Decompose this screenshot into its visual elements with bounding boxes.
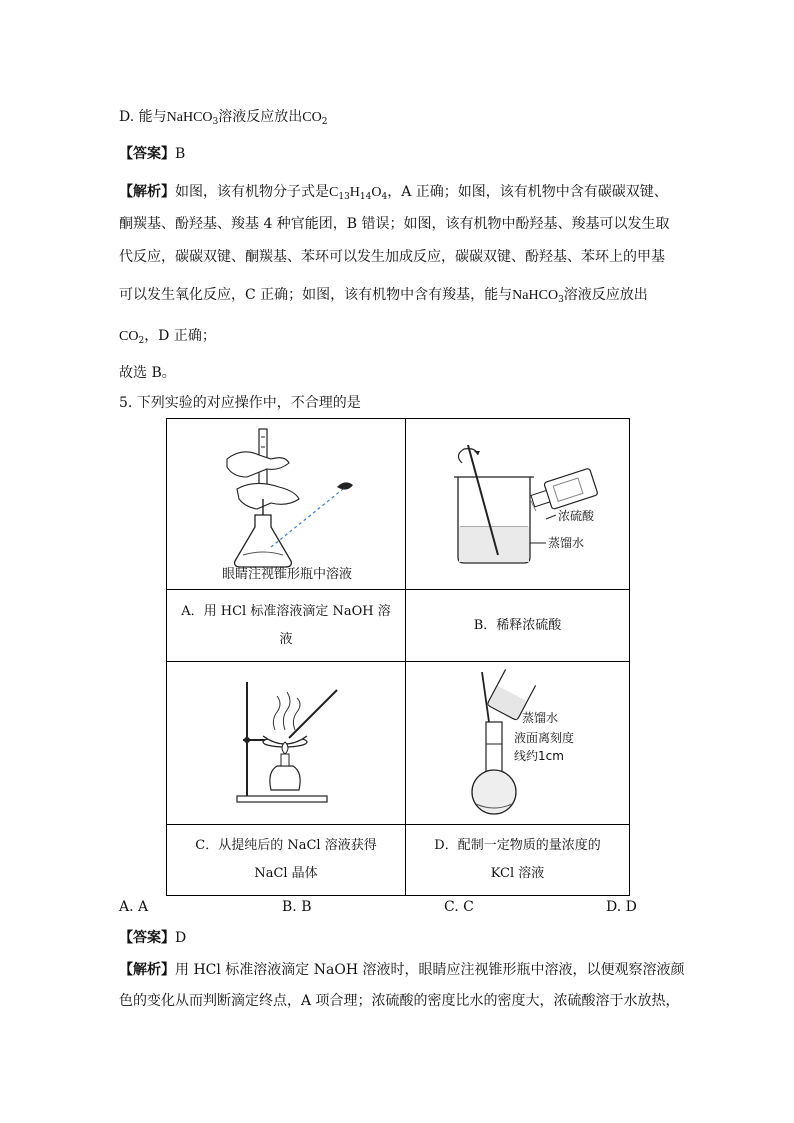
d-label-water: 蒸馏水 (522, 711, 559, 725)
option-a: A. A (119, 899, 149, 915)
q5-analysis-line-1: 【解析】用 HCl 标准溶液滴定 NaOH 溶液时，眼睛应注视锥形瓶中溶液，以便观察溶液颜 (119, 962, 685, 978)
cell-b-caption: B．稀释浓硫酸 (406, 590, 630, 662)
titration-figure (167, 419, 406, 585)
option-b: B. B (282, 899, 312, 915)
a-figure-note: 眼睛注视锥形瓶中溶液 (221, 567, 353, 582)
cell-c-figure (167, 662, 406, 825)
b-label-acid: 浓硫酸 (558, 509, 595, 523)
d-label-note-1: 液面离刻度 (514, 731, 575, 745)
q4-option-d: D. 能与NaHCO$_3$溶液反应放出$CO_2$ (119, 109, 328, 127)
q4-analysis-line-1: 【解析】如图，该有机物分子式是$C_{13}H_{14}O_4$，A 正确；如图，该有机物中含有碳碳双键、 (119, 184, 668, 202)
option-d: D. D (606, 899, 637, 915)
q4-analysis-line-3: 代反应，碳碳双键、酮羰基、苯环可以发生加成反应，碳碳双键、酚羟基、苯环上的甲基 (119, 249, 665, 265)
cell-d-caption: D．配制一定物质的量浓度的 KCl 溶液 (406, 825, 630, 896)
evaporation-figure (167, 662, 406, 820)
q5-analysis-line-2: 色的变化从而判断滴定终点，A 项合理；浓硫酸的密度比水的密度大，浓硫酸溶于水放热， (119, 993, 680, 1009)
experiment-table (166, 418, 630, 896)
q5-stem: 5. 下列实验的对应操作中，不合理的是 (119, 395, 361, 411)
dilution-figure (406, 419, 630, 585)
q4-conclusion: 故选 B。 (119, 365, 176, 381)
cell-a-caption: A．用 HCl 标准溶液滴定 NaOH 溶 液 (167, 590, 406, 662)
q5-answer: 【答案】D (119, 930, 187, 946)
b-label-water: 蒸馏水 (548, 536, 585, 550)
q4-analysis-line-5: $CO_2$，D 正确； (119, 328, 216, 346)
cell-d-figure (406, 662, 630, 825)
q4-answer: 【答案】B (119, 146, 186, 162)
cell-a-figure (167, 419, 406, 590)
cell-b-figure (406, 419, 630, 590)
option-c: C. C (444, 899, 474, 915)
q4-analysis-line-4: 可以发生氧化反应，C 正确；如图，该有机物中含有羧基，能与NaHCO$_3$溶液反应放出 (119, 287, 648, 305)
volumetric-flask-figure (406, 662, 630, 820)
cell-c-caption: C．从提纯后的 NaCl 溶液获得 NaCl 晶体 (167, 825, 406, 896)
d-label-note-2: 线约1cm (514, 749, 564, 763)
q4-analysis-line-2: 酮羰基、酚羟基、羧基 4 种官能团，B 错误；如图，该有机物中酚羟基、羧基可以发生取 (119, 216, 670, 232)
